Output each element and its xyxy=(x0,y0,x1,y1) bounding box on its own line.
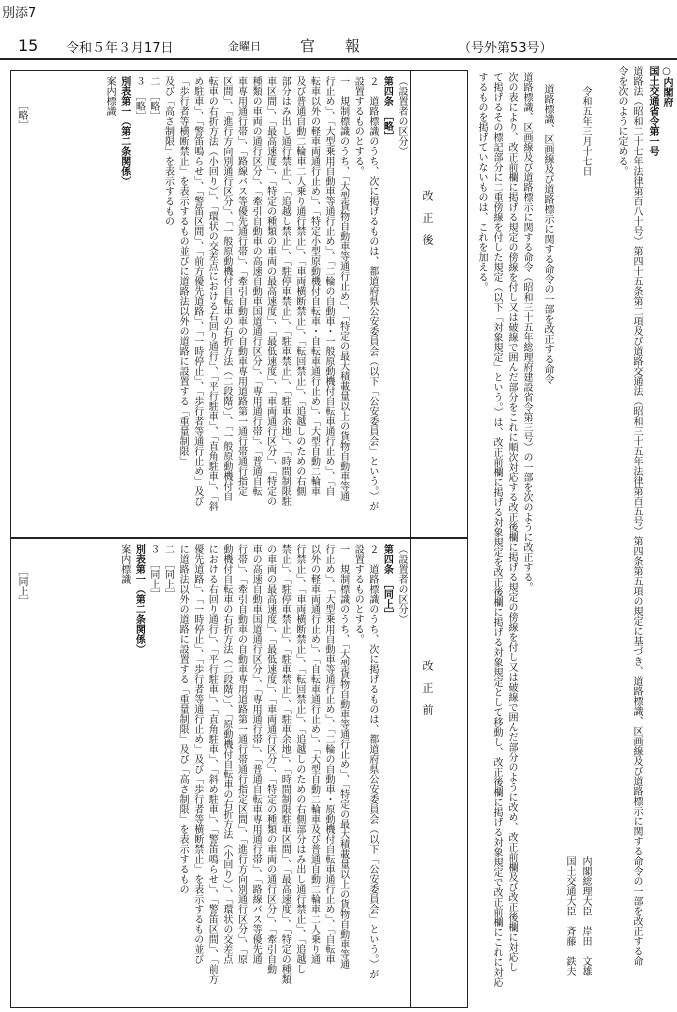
ordinance-title: 道路標識、区画線及び道路標示に関する命令の一部を改正する命令 xyxy=(542,84,553,384)
appendix-label: 別添7 xyxy=(2,6,37,21)
before-text: （設置者の区分） 第四条 ［同上］ ２ 道路標識のうち、次に掲げるものは、都道府県公安委員会（以下「公安委員会」という。）が 設置するものとする。 一 規制標識のうち、「大型貨物自動車等通行止め」、「特定の最大積載量以上の貨物自動車等通 行止め」、「大型乗用自動車等通行止め」、「二輪の自動車・原動機付自転車通行止め」、「自転車 以外の軽車両通行止め」、「自転車通行止め」、「大型自動二輪車及び普通自動二輪車二人乗り通 行禁止」、「車両横断禁止」、「転回禁止」、「追越しのための右側部分はみ出し通行禁止」、「追越し 禁止」、「駐停車禁止」、「駐車禁止」、「駐車余地」、「時間制限駐車区間」、「最高速度」、「特定の種類 の車両の最高速度」、「最低速度」、「車両通行区分」、「特定の種類の車両の通行区分」、「牽引自動 車の高速自動車国道通行区分」、「専用通行帯」、「普通自転車専用通行帯」、「路線バス等優先通 行帯」、「牽引自動車の自動車専用道路第一通行帯通行指定区間」、「進行方向別通行区分」、「原 動機付自転車の右折方法（二段階）」、「原動機付自転車の右折方法（小回り）」、「環状の交差点 における右回り通行」、「平行駐車」、「直角駐車」、「斜め駐車」、「警笛鳴らせ」、「警笛区間」、「前方 優先道路」、「一時停止」、「歩行者等通行止め」及び「歩行者等横断禁止」を表示するもの並び に道路法以外の道路に設置する「重量制限」及び「高さ制限」を表示するもの 二 ［同上］ ３ ［同上］ 別表第一（第二条関係） 案内標識 xyxy=(118,544,407,984)
page-number: 15 xyxy=(18,36,39,55)
gazette-title: 官 報 xyxy=(300,37,361,55)
ordinance-date: 令和五年三月十七日 xyxy=(580,86,591,176)
ordinance-intro: 道路法（昭和二十七年法律第百八十号）第四十五条第二項及び道路交通法（昭和三十五年法律第百五号）第四条第五項の規定に基づき、道路標識、区画線及び道路標示に関する命令の一部を改正する命 令を次のように定める。 xyxy=(616,66,642,966)
heading-divider-before xyxy=(410,538,411,1008)
weekday: 金曜日 xyxy=(228,40,261,53)
issue-date: 令和５年３月17日 xyxy=(66,41,174,56)
after-omit: ［略］ xyxy=(16,100,27,130)
ordinance-cabinet: ○内閣府 xyxy=(661,66,672,107)
before-heading: 改 正 前 xyxy=(421,660,434,715)
heading-divider-after xyxy=(410,70,411,538)
ordinance-number: 国土交通省令第一号 xyxy=(647,66,658,156)
after-text: （設置者の区分） 第四条 ［略］ ２ 道路標識のうち、次に掲げるものは、都道府県公安委員会（以下「公安委員会」という。）が 設置するものとする。 一 規制標識のうち、「大型貨物自動車等通行止め」、「特定の最大積載量以上の貨物自動車等通 行止め」、「大型乗用自動車等通行止め」、「二輪の自動車・一般原動機付自転車通行止め」、「自 転車以外の軽車両通行止め」、「特定小型原動機付自転車・自転車通行止め」、「大型自動二輪車 及び普通自動二輪車二人乗り通行禁止」、「車両横断禁止」、「転回禁止」、「追越しのための右側 部分はみ出し通行禁止」、「追越し禁止」、「駐停車禁止」、「駐車禁止」、「駐車余地」、「時間制限駐 車区間」、「最高速度」、「特定の種類の車両の最高速度」、「最低速度」、「車両通行区分」、「特定の 種類の車両の通行区分」、「牽引自動車の高速自動車国道通行区分」、「専用通行帯」、「普通自転 車専用通行帯」、「路線バス等優先通行帯」、「牽引自動車の自動車専用道路第一通行帯通行指定 区間」、「進行方向別通行区分」、「一般原動機付自転車の右折方法（二段階）」、「一般原動機付自 転車の右折方法（小回り）」、「環状の交差点における右回り通行」、「平行駐車」、「直角駐車」、「斜 め駐車」、「警笛鳴らせ」、「警笛区間」、「前方優先道路」、「一時停止」、「歩行者等通行止め」及び 「歩行者等横断禁止」を表示するもの並びに道路法以外の道路に設置する「重量制限」 及び「高さ制限」を表示するもの 二 ［略］ ３ ［略］ 別表第一（第二条関係） 案内標識 xyxy=(104,76,407,511)
ordinance-body: 道路標識、区画線及び道路標示に関する命令（昭和三十五年総理府建設省令第三号）の一部を次のように改正する。 次の表により、改正前欄に掲げる規定の傍線を付し又は破線で囲んだ部分をこれに順次対応する改正後欄に掲げる規定の傍線を付し又は破線で囲んだ部分のように改め、改正前欄及び改正後欄に対応し て掲げるその標記部分に二重傍線を付した規定（以下「対象規定」という。）は、改正前欄に掲げる対象規定を改正後欄に掲げる対象規定として移動し、改正後欄に掲げる対象規定で改正前欄にこれに対応 するものを掲げていないものは、これを加える。 xyxy=(476,72,532,987)
signer-mlit-minister: 国土交通大臣 斉藤 鉄夫 xyxy=(564,856,575,976)
before-omit: ［同上］ xyxy=(16,566,27,606)
after-heading: 改 正 後 xyxy=(421,190,434,245)
signer-prime-minister: 内閣総理大臣 岸田 文雄 xyxy=(580,856,591,976)
issue-number: （号外第53号） xyxy=(458,41,553,56)
header-rule xyxy=(0,58,677,60)
